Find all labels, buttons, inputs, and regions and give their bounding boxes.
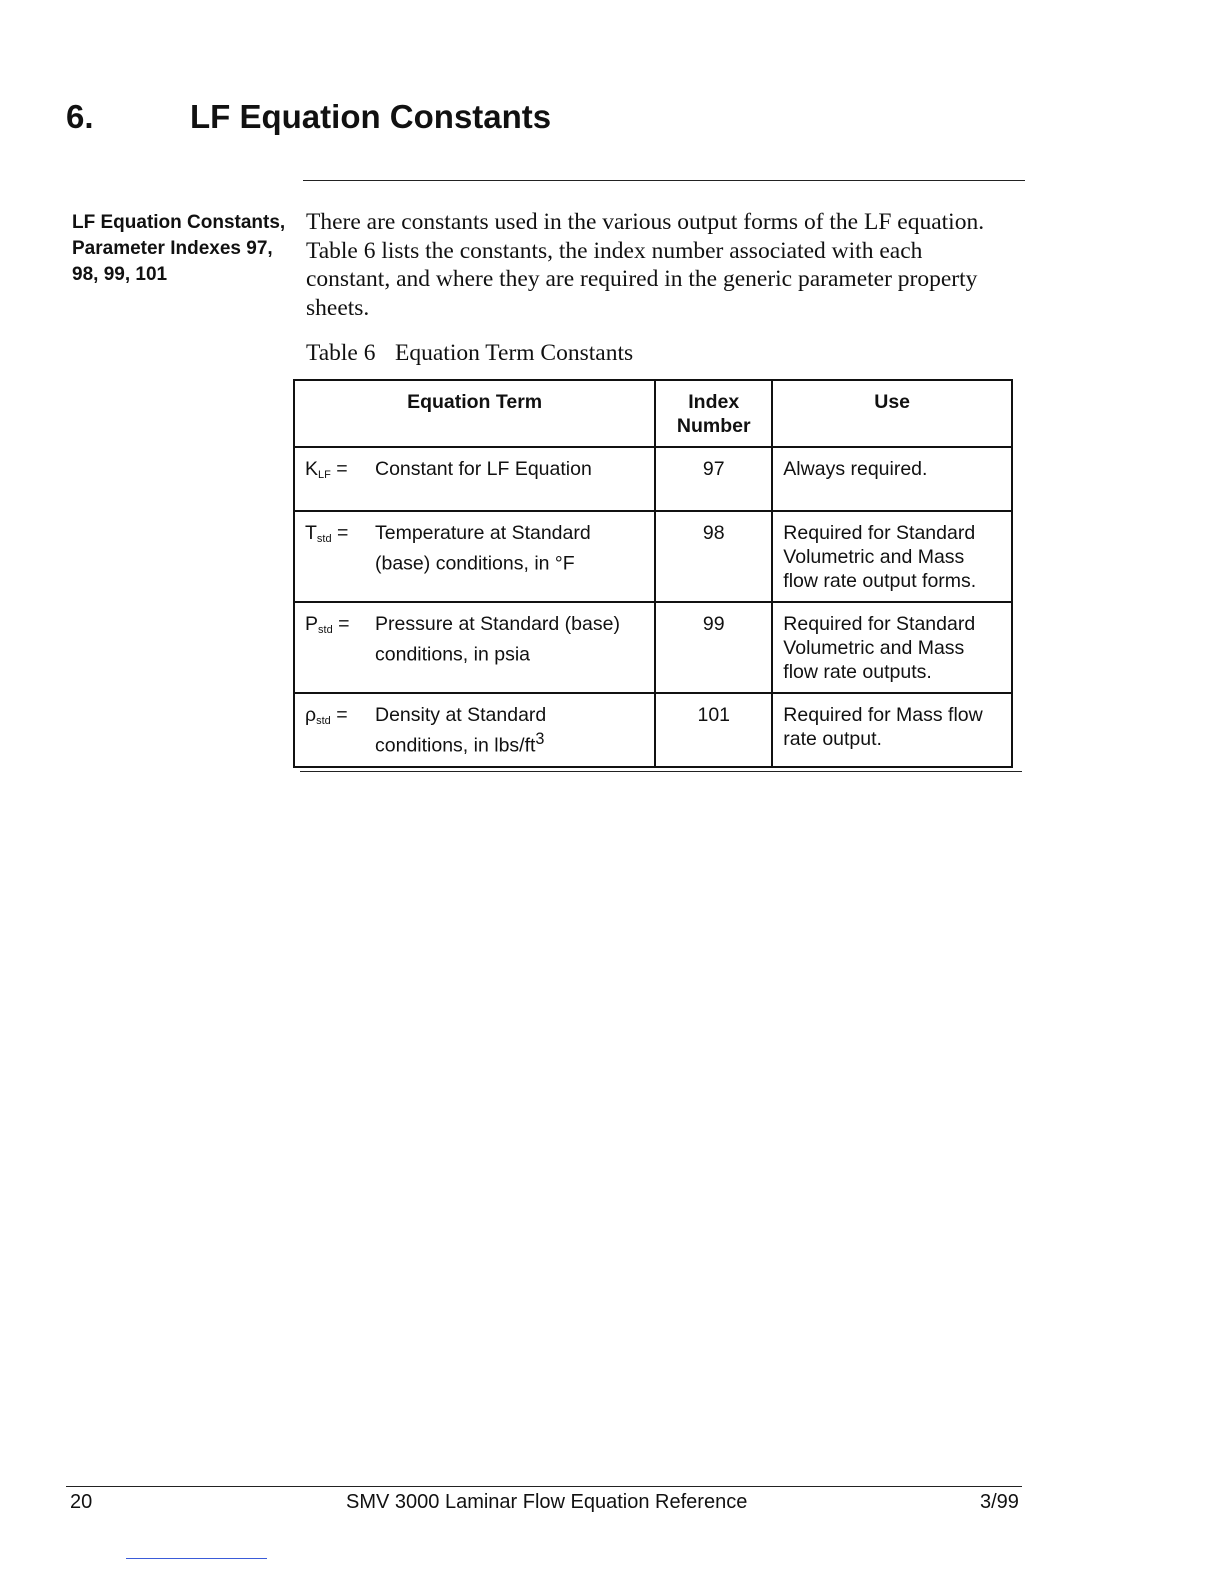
constants-table: [293, 379, 1013, 768]
use-cell: Required for Mass flow rate output.: [772, 693, 1012, 767]
side-heading-line: LF Equation Constants,: [72, 212, 286, 233]
term-cell: [294, 447, 655, 511]
table-caption-number: Table 6: [306, 340, 376, 366]
side-heading-line: 98, 99, 101: [72, 264, 168, 285]
term-symbol: $T_{std}$ =: [305, 522, 349, 545]
table-row: [294, 511, 1012, 602]
header-index-line: Index: [688, 391, 740, 413]
use-cell: Always required.: [772, 447, 1012, 511]
side-heading-line: Parameter Indexes 97,: [72, 238, 273, 259]
page-number: 20: [70, 1491, 93, 1513]
term-symbol: $K_{LF}$ =: [305, 458, 348, 481]
term-description: Density at Standard conditions, in lbs/$ft^3$: [375, 704, 547, 757]
section-number: 6.: [66, 98, 94, 135]
header-use: Use: [772, 380, 1012, 447]
term-cell: [294, 511, 655, 602]
term-symbol: $P_{std}$ =: [305, 613, 350, 636]
side-heading: [72, 210, 304, 288]
term-cell: [294, 602, 655, 693]
document-date: 3/99: [980, 1491, 1019, 1513]
footer-divider: [66, 1486, 1022, 1487]
body-line: sheets.: [306, 294, 370, 321]
body-line: There are constants used in the various output forms of the LF equation.: [306, 209, 985, 235]
term-description: Temperature at Standard (base) conditions, in °F: [375, 522, 591, 575]
header-index-number: [655, 380, 772, 447]
use-cell: Required for Standard Volumetric and Mass flow rate outputs.: [772, 602, 1012, 693]
index-cell: 98: [655, 511, 772, 602]
use-cell: Required for Standard Volumetric and Mass flow rate output forms.: [772, 511, 1012, 602]
table-caption-title: Equation Term Constants: [395, 340, 634, 366]
bottom-divider: [300, 771, 1022, 772]
index-cell: 101: [655, 693, 772, 767]
top-divider: [303, 180, 1025, 181]
term-symbol: $\rho_{std}$ =: [305, 704, 348, 727]
document-title: SMV 3000 Laminar Flow Equation Reference: [346, 1491, 748, 1513]
body-line: constant, and where they are required in the generic parameter property: [306, 266, 978, 292]
term-cell: [294, 693, 655, 767]
table-row: [294, 447, 1012, 511]
link-underline: [126, 1558, 267, 1559]
index-cell: 99: [655, 602, 772, 693]
table-header-row: [294, 380, 1012, 447]
header-index-line: Number: [676, 415, 751, 437]
index-cell: 97: [655, 447, 772, 511]
header-equation-term: Equation Term: [294, 380, 655, 447]
table-row: [294, 602, 1012, 693]
body-paragraph: [306, 208, 1011, 322]
body-line: Table 6 lists the constants, the index number associated with each: [306, 237, 923, 264]
term-description: Constant for LF Equation: [375, 458, 592, 480]
page-title: LF Equation Constants: [190, 98, 552, 135]
term-description: Pressure at Standard (base) conditions, in psia: [375, 613, 620, 666]
table-row: [294, 693, 1012, 767]
table-caption: [306, 340, 633, 367]
